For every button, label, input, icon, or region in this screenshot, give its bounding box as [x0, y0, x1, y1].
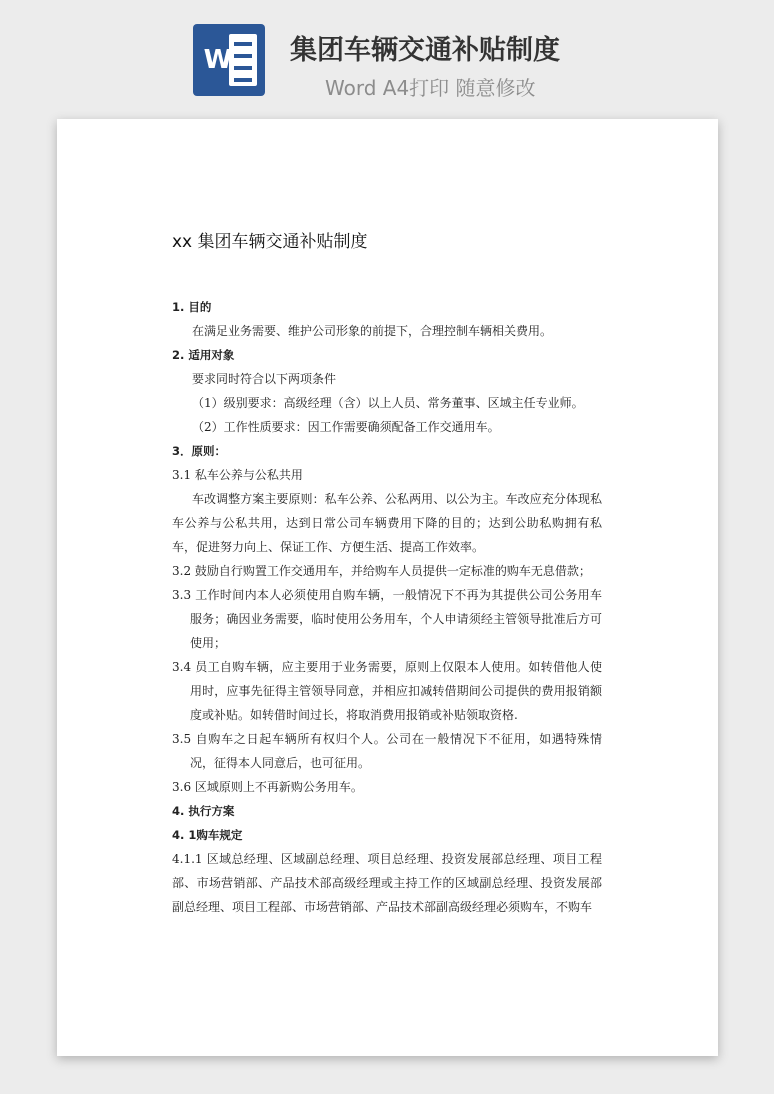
- section-heading: 2. 适用对象: [172, 348, 235, 362]
- paragraph: 在满足业务需要、维护公司形象的前提下，合理控制车辆相关费用。: [192, 324, 553, 338]
- document-page: [57, 119, 718, 1056]
- section-heading: 4. 执行方案: [172, 804, 235, 818]
- word-logo-letter: W: [203, 45, 233, 75]
- document-title: xx 集团车辆交通补贴制度: [172, 232, 368, 252]
- paragraph: 车改调整方案主要原则：私车公养、公私两用、以公为主。车改应充分体现私车公养与公私共用，达到日常公司车辆费用下降的目的；达到公助私购拥有私车，促进努力向上、保证工作、方便生活、提高工作效率。: [172, 492, 602, 554]
- paragraph: 3.2 鼓励自行购置工作交通用车，并给购车人员提供一定标准的购车无息借款；: [172, 564, 591, 578]
- paragraph: （2）工作性质要求：因工作需要确须配备工作交通用车。: [192, 420, 500, 434]
- paragraph: 3.5 自购车之日起车辆所有权归个人。公司在一般情况下不征用，如遇特殊情况，征得本人同意后，也可征用。: [172, 732, 602, 770]
- header-title: 集团车辆交通补贴制度: [290, 35, 560, 66]
- word-document-icon: [193, 24, 265, 96]
- section-heading: 1. 目的: [172, 300, 212, 314]
- paragraph: 要求同时符合以下两项条件: [192, 372, 337, 386]
- section-heading: 3．原则：: [172, 444, 227, 458]
- header-subtitle: Word A4打印 随意修改: [325, 76, 536, 100]
- paragraph: 3.4 员工自购车辆，应主要用于业务需要，原则上仅限本人使用。如转借他人使用时，应事先征得主管领导同意，并相应扣减转借期间公司提供的费用报销额度或补贴。如转借时间过长，将取消费用报销或补贴领取资格.: [172, 660, 602, 722]
- paragraph: 4.1.1 区域总经理、区域副总经理、项目总经理、投资发展部总经理、项目工程部、市场营销部、产品技术部高级经理或主持工作的区域副总经理、投资发展部副总经理、项目工程部、市场营销部、产品技术部副高级经理必须购车，不购车: [172, 852, 602, 914]
- section-heading: 4. 1购车规定: [172, 828, 243, 842]
- page-header: [0, 0, 774, 118]
- paragraph: 3.6 区域原则上不再新购公务用车。: [172, 780, 363, 794]
- document-body: [172, 295, 602, 919]
- paragraph: 3.3 工作时间内本人必须使用自购车辆，一般情况下不再为其提供公司公务用车服务；确因业务需要，临时使用公务用车，个人申请须经主管领导批准后方可使用；: [172, 588, 602, 650]
- paragraph: （1）级别要求：高级经理（含）以上人员、常务董事、区域主任专业师。: [192, 396, 584, 410]
- paragraph: 3.1 私车公养与公私共用: [172, 468, 303, 482]
